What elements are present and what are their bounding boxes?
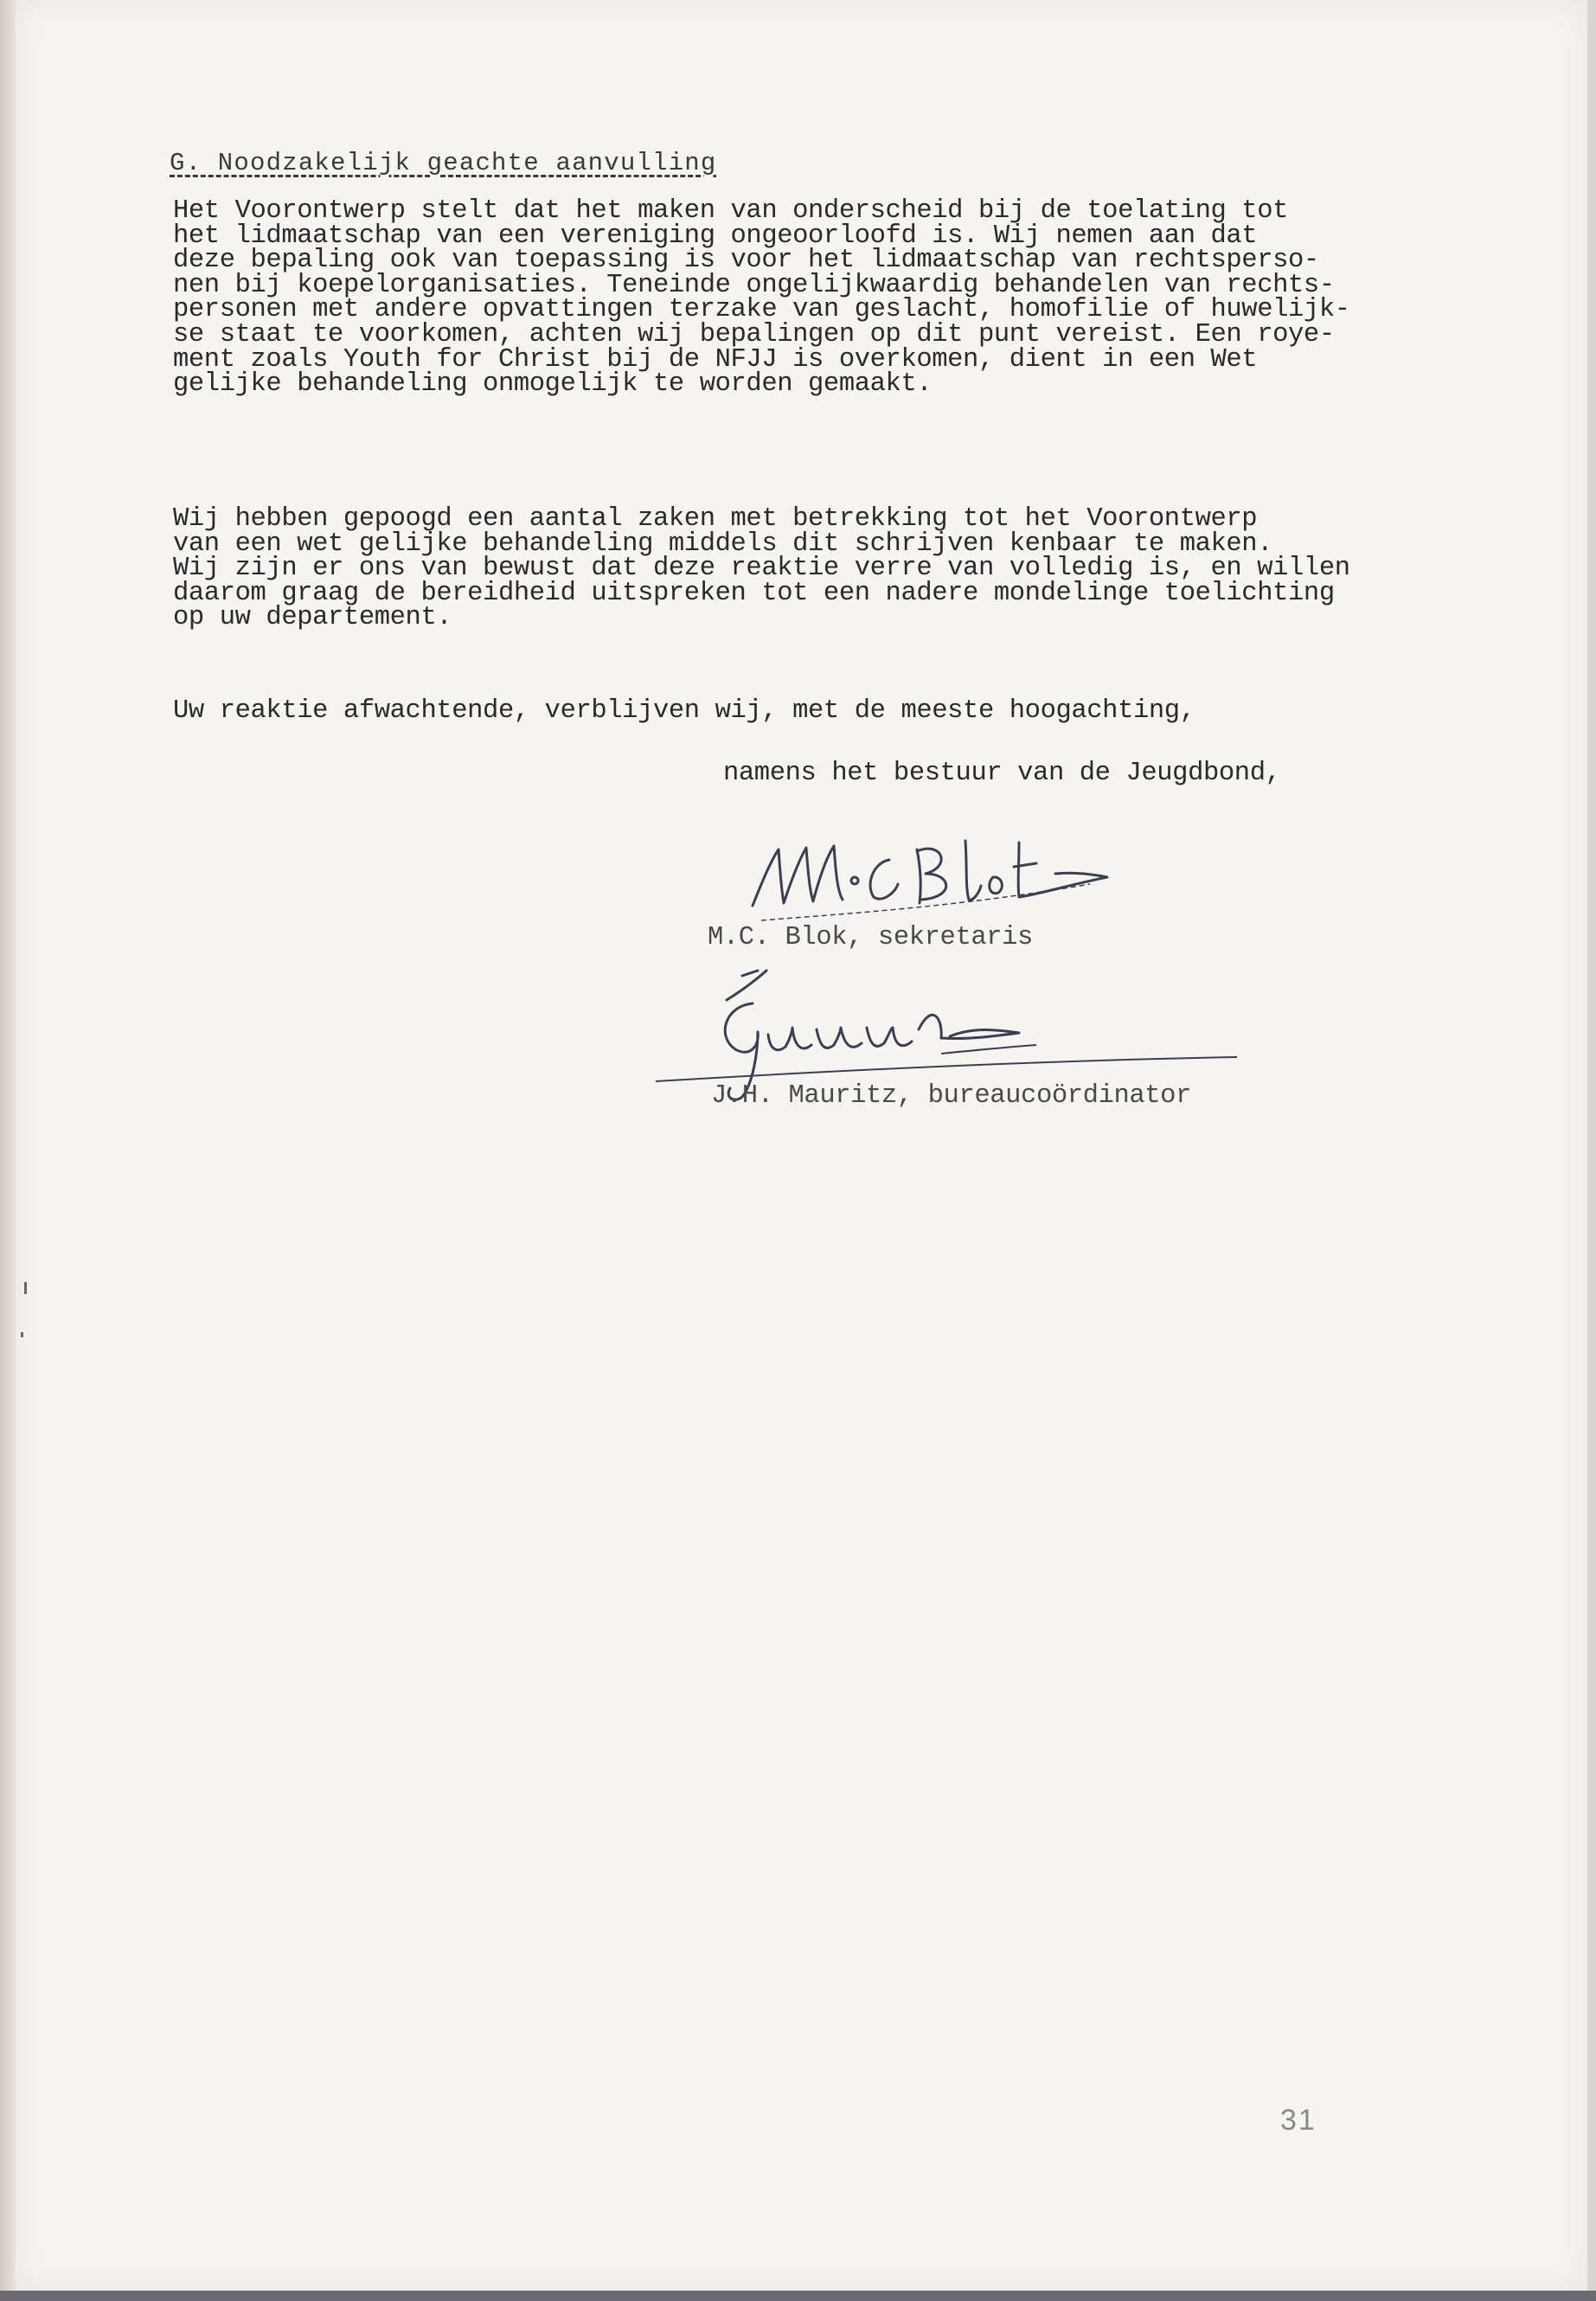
signatory-blok: M.C. Blok, sekretaris — [708, 923, 1033, 952]
section-heading: G. Noodzakelijk geachte aanvulling — [170, 149, 717, 177]
scan-speck — [21, 1332, 23, 1337]
scan-bottom-edge — [0, 2291, 1596, 2301]
paragraph-conclusion: Wij hebben gepoogd een aantal zaken met betrekking tot het Voorontwerp van een wet gelijke behandeling middels dit schrijven kenbaar te maken. Wij zijn er ons van bewust dat deze reaktie verre van volledig is, en willen daarom graag de bereidheid uitspreken tot een nadere mondelinge toelichting op uw departement. — [173, 504, 1350, 633]
paragraph-greeting: Uw reaktie afwachtende, verblijven wij, met de meeste hoogachting, — [173, 696, 1195, 726]
paragraph-aanvulling: Het Voorontwerp stelt dat het maken van onderscheid bij de toelating tot het lidmaatschap van een vereniging ongeoorloofd is. Wij nemen aan dat deze bepaling ook van toepassing is voor het lidmaatschap van rechtsperso- nen bij koepelorganisaties. Teneinde ongelijkwaardig behandelen van rechts- personen met andere opvattingen terzake van geslacht, homofilie of huwelijk- se staat te voorkomen, achten wij bepalingen op dit punt vereist. Een roye- ment zoals Youth for Christ bij de NFJJ is overkomen, dient in een Wet gelijke behandeling onmogelijk te worden gemaakt. — [173, 196, 1350, 400]
signature-blok-image — [744, 824, 1125, 927]
signatory-mauritz: J.H. Mauritz, bureaucoördinator — [711, 1081, 1191, 1111]
scan-left-edge — [0, 0, 16, 2291]
closing-line: namens het bestuur van de Jeugdbond, — [723, 759, 1281, 788]
page-number: 31 — [1280, 2104, 1317, 2137]
scan-speck — [24, 1282, 27, 1294]
